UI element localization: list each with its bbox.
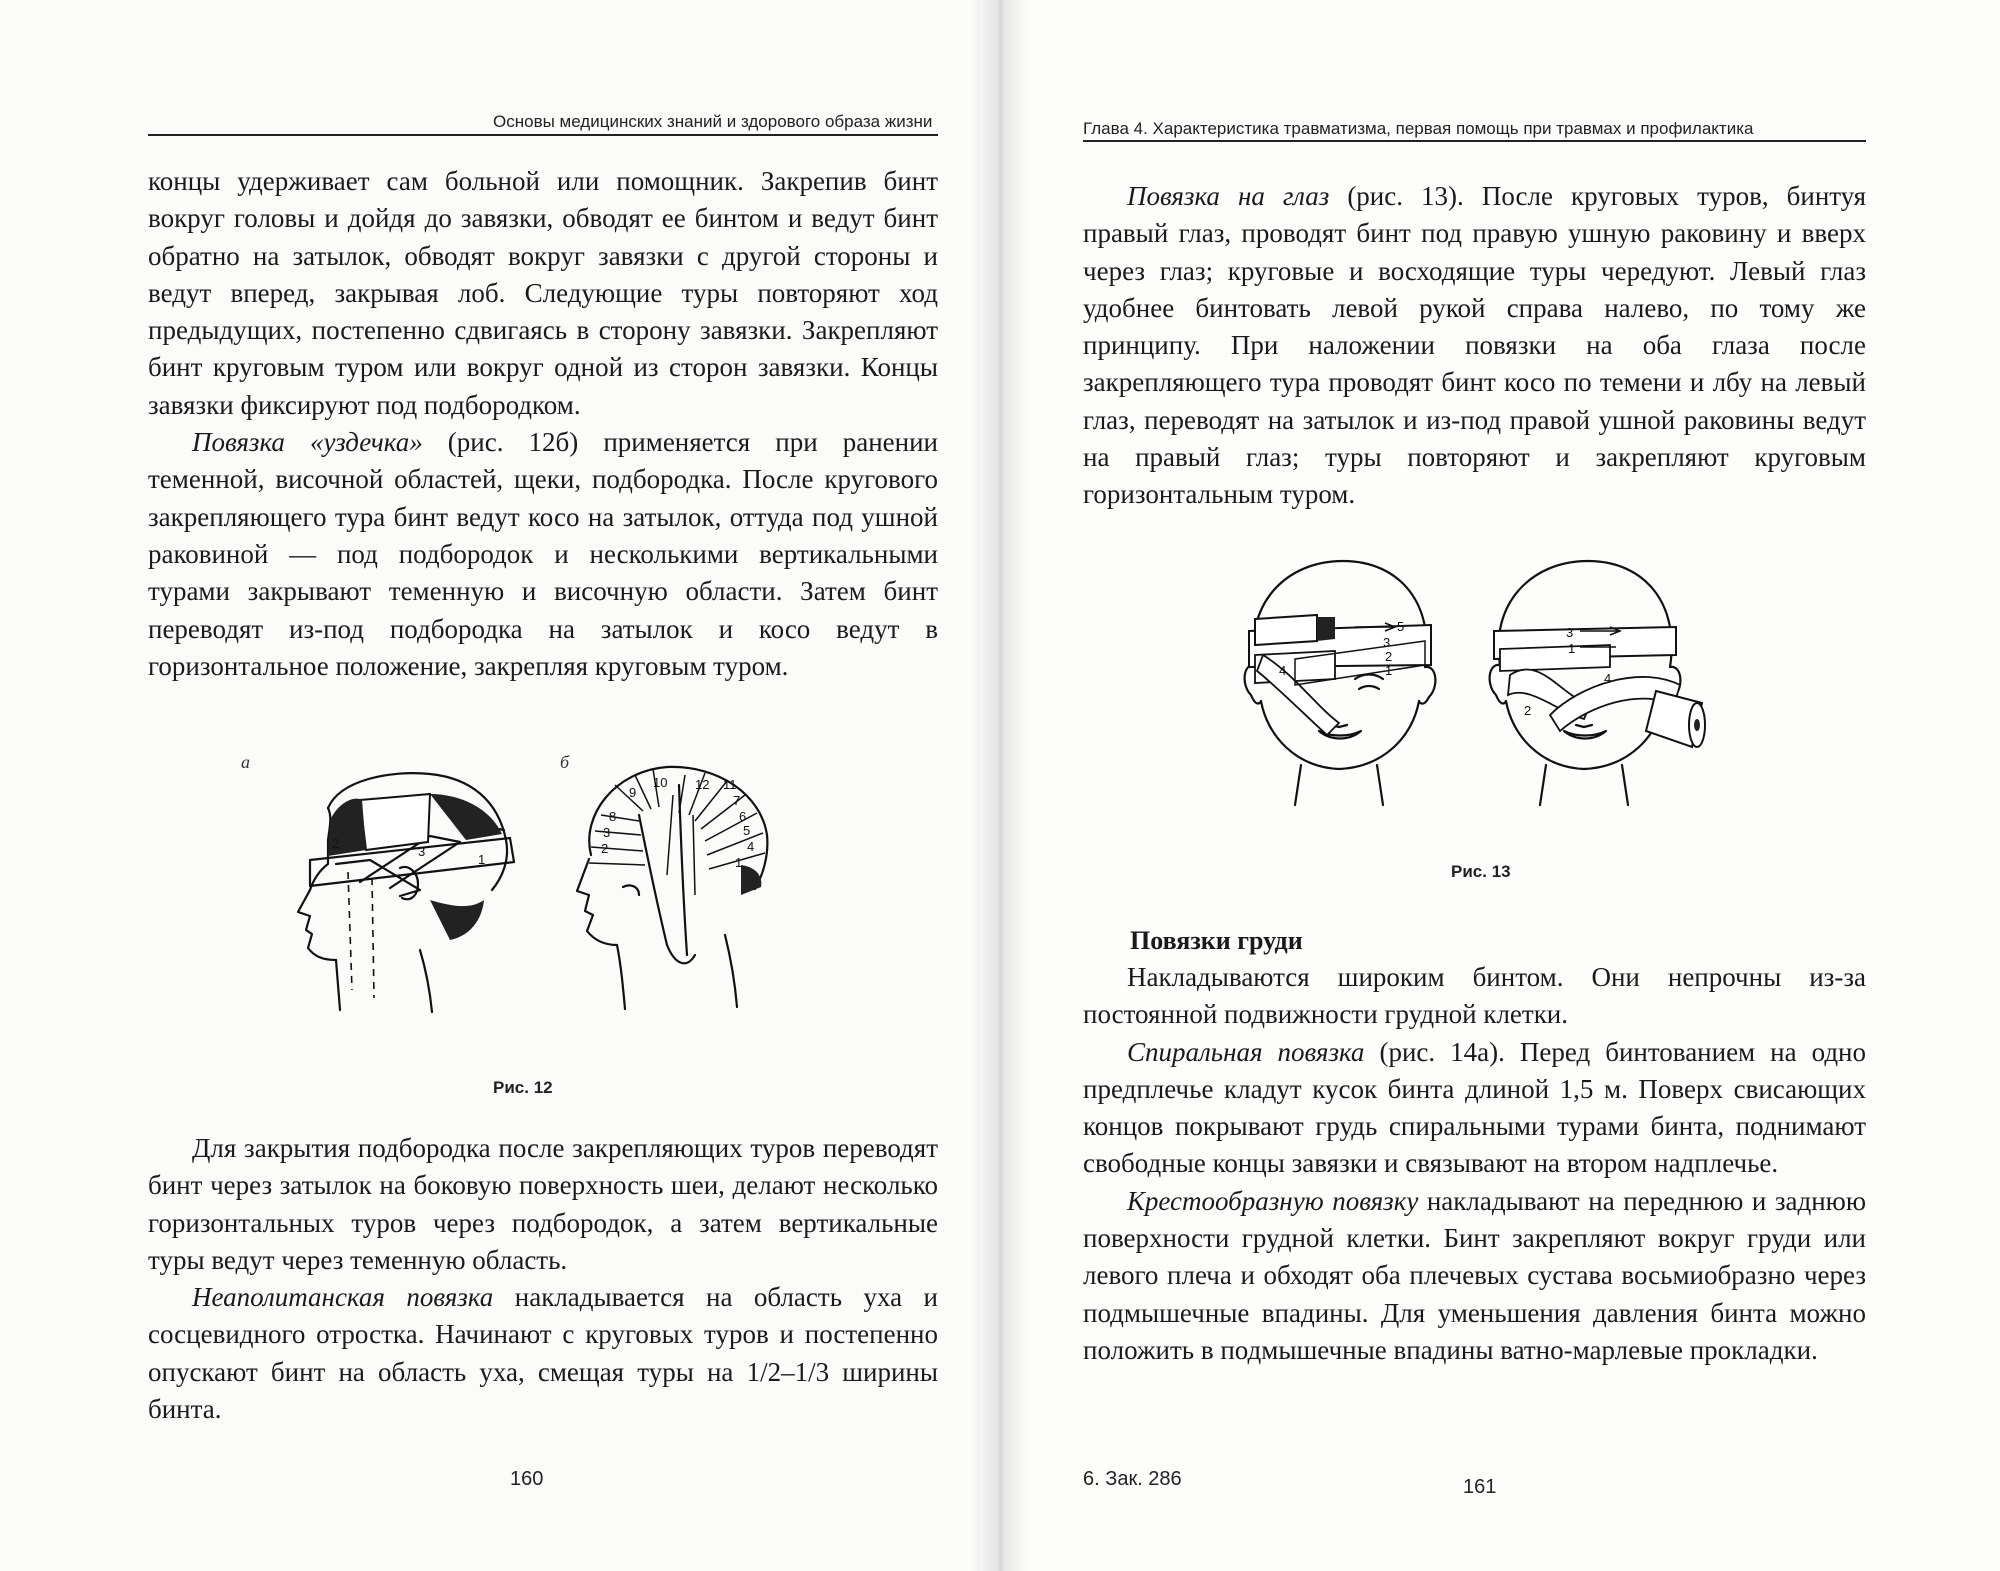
left-paragraph-3: Для закрытия подбородка после закрепляющих туров переводят бинт через затылок на боковую поверхность шеи, делают несколько горизонтальных туров через подбородок, а затем вертикальные туры ведут через теменную область. (148, 1133, 938, 1275)
section-title: Повязки груди (1130, 926, 1303, 955)
right-paragraph-1-text: (рис. 13). После круговых туров, бинтуя правый глаз, проводят бинт под правую ушную раковину и вверх через глаз; круговые и восходящие туры чередуют. Левый глаз удобнее бинтовать левой рукой справа налево, по тому же принципу. При наложении повязки на оба глаза после закрепляющего тура проводят бинт косо по темени и лбу на левый глаз, переводят на затылок и из-под правой ушной раковины ведут на правый глаз; туры повторяют и закрепляют круговым горизонтальным туром. (1083, 181, 1866, 510)
figure-12-label-b: б (560, 752, 570, 772)
figure-13-right-mark-2: 2 (1524, 703, 1532, 718)
figure-12b-mark-10: 10 (653, 775, 668, 790)
figure-12a-mark-1: 1 (478, 852, 486, 867)
left-text-block-1 (148, 163, 938, 685)
figure-13-right-mark-1: 1 (1568, 641, 1576, 656)
figure-12b-mark-8: 8 (609, 809, 617, 824)
figure-12-label-a: а (241, 752, 250, 772)
figure-12b-mark-1: 1 (735, 855, 743, 870)
left-paragraph-4-text: накладывается на область уха и сосцевидного отростка. Начинают с круговых туров и постепенно опускают бинт на область уха, смещая туры на 1/2–1/3 ширины бинта. (148, 1282, 938, 1425)
right-paragraph-4-lead: Крестообразную повязку (1127, 1185, 1419, 1216)
right-paragraph-3-text: (рис. 14а). Перед бинтованием на одно предплечье кладут кусок бинта длиной 1,5 м. Поверх свисающих концов покрывают грудь спиральными турами бинта, поднимают свободные концы завязки и связывают на втором надплечье. (1083, 1036, 1867, 1179)
right-paragraph-4 (1083, 1183, 1866, 1369)
figure-12b-mark-12: 12 (695, 777, 710, 792)
book-spine-shadow (970, 0, 1030, 1571)
figure-13-left-mark-2: 2 (1385, 649, 1393, 664)
right-text-block-1 (1083, 178, 1866, 514)
right-text-block-2 (1083, 959, 1866, 1369)
right-paragraph-3 (1083, 1034, 1866, 1183)
left-paragraph-2-text: (рис. 12б) применяется при ранении теменной, височной областей, щеки, подбородка. После кругового закрепляющего тура бинт ведут косо на затылок, оттуда под ушной раковиной — под подбородок и несколькими вертикальными турами закрывают теменную и височную области. Затем бинт переводят из-под подбородка на затылок и косо ведут в горизонтальное положение, закрепляя круговым туром. (148, 427, 938, 681)
figure-13-caption: Рис. 13 (1451, 862, 1511, 881)
right-paragraph-4-text: накладывают на переднюю и заднюю поверхности грудной клетки. Бинт закрепляют вокруг груди или левого плеча и обходят оба плечевых сустава восьмиобразно через подмышечные впадины. Для уменьшения давления бинта можно положить в подмышечные впадины ватно-марлевые прокладки. (1083, 1185, 1866, 1365)
right-page-number: 161 (1463, 1476, 1497, 1498)
left-paragraph-1: концы удерживает сам больной или помощник. Закрепив бинт вокруг головы и дойдя до завязки, обводят ее бинтом и ведут бинт обратно на затылок, обводят вокруг завязки с другой стороны и ведут вперед, закрывая лоб. Следующие туры повторяют ход предыдущих, постепенно сдвигаясь в сторону завязки. Закрепляют бинт круговым туром или вокруг одной из сторон завязки. Концы завязки фиксируют под подбородком. (148, 166, 938, 420)
figure-13-left-mark-1: 1 (1385, 663, 1393, 678)
figure-12b-mark-4: 4 (747, 839, 755, 854)
left-page-number: 160 (510, 1468, 544, 1490)
right-running-head: Глава 4. Характеристика травматизма, первая помощь при травмах и профилактика (1083, 119, 1754, 138)
right-paragraph-1-lead: Повязка на глаз (1127, 181, 1330, 211)
figure-12b-mark-5: 5 (743, 823, 751, 838)
left-paragraph-2 (148, 424, 938, 685)
figure-12b-mark-3: 3 (603, 825, 611, 840)
left-header-rule (148, 134, 938, 136)
figure-12b-illustration (555, 755, 805, 1020)
figure-13-right-illustration (1480, 555, 1720, 810)
figure-12b-mark-9: 9 (629, 785, 637, 800)
figure-13-right-mark-3: 3 (1566, 625, 1574, 640)
figure-13-left-illustration (1235, 555, 1445, 810)
figure-12b-mark-6: 6 (739, 809, 747, 824)
figure-13-left-mark-5: 5 (1397, 619, 1405, 634)
left-paragraph-4 (148, 1279, 938, 1428)
right-paragraph-2: Накладываются широким бинтом. Они непрочны из-за постоянной подвижности грудной клетки. (1083, 962, 1866, 1030)
printer-signature: 6. Зак. 286 (1083, 1468, 1182, 1490)
right-paragraph-3-lead: Спиральная повязка (1127, 1036, 1365, 1067)
figure-12b-mark-11: 11 (723, 777, 737, 792)
figure-12-caption: Рис. 12 (493, 1078, 553, 1097)
figure-12b-mark-7: 7 (733, 793, 741, 808)
left-text-block-2 (148, 1130, 938, 1428)
figure-12a-mark-2: 2 (332, 836, 340, 851)
figure-12a-mark-3: 3 (418, 844, 426, 859)
figure-12a-illustration (270, 760, 550, 1020)
left-paragraph-2-lead: Повязка «уздечка» (192, 427, 423, 458)
figure-12b-mark-2: 2 (601, 841, 609, 856)
right-header-rule (1083, 140, 1866, 142)
figure-13-left-mark-4: 4 (1279, 663, 1287, 678)
right-paragraph-1 (1083, 178, 1866, 514)
left-paragraph-4-lead: Неаполитанская повязка (192, 1282, 494, 1313)
left-running-head: Основы медицинских знаний и здорового образа жизни (493, 112, 933, 131)
figure-13-right-mark-4: 4 (1604, 671, 1612, 686)
figure-13-left-mark-3: 3 (1383, 635, 1391, 650)
